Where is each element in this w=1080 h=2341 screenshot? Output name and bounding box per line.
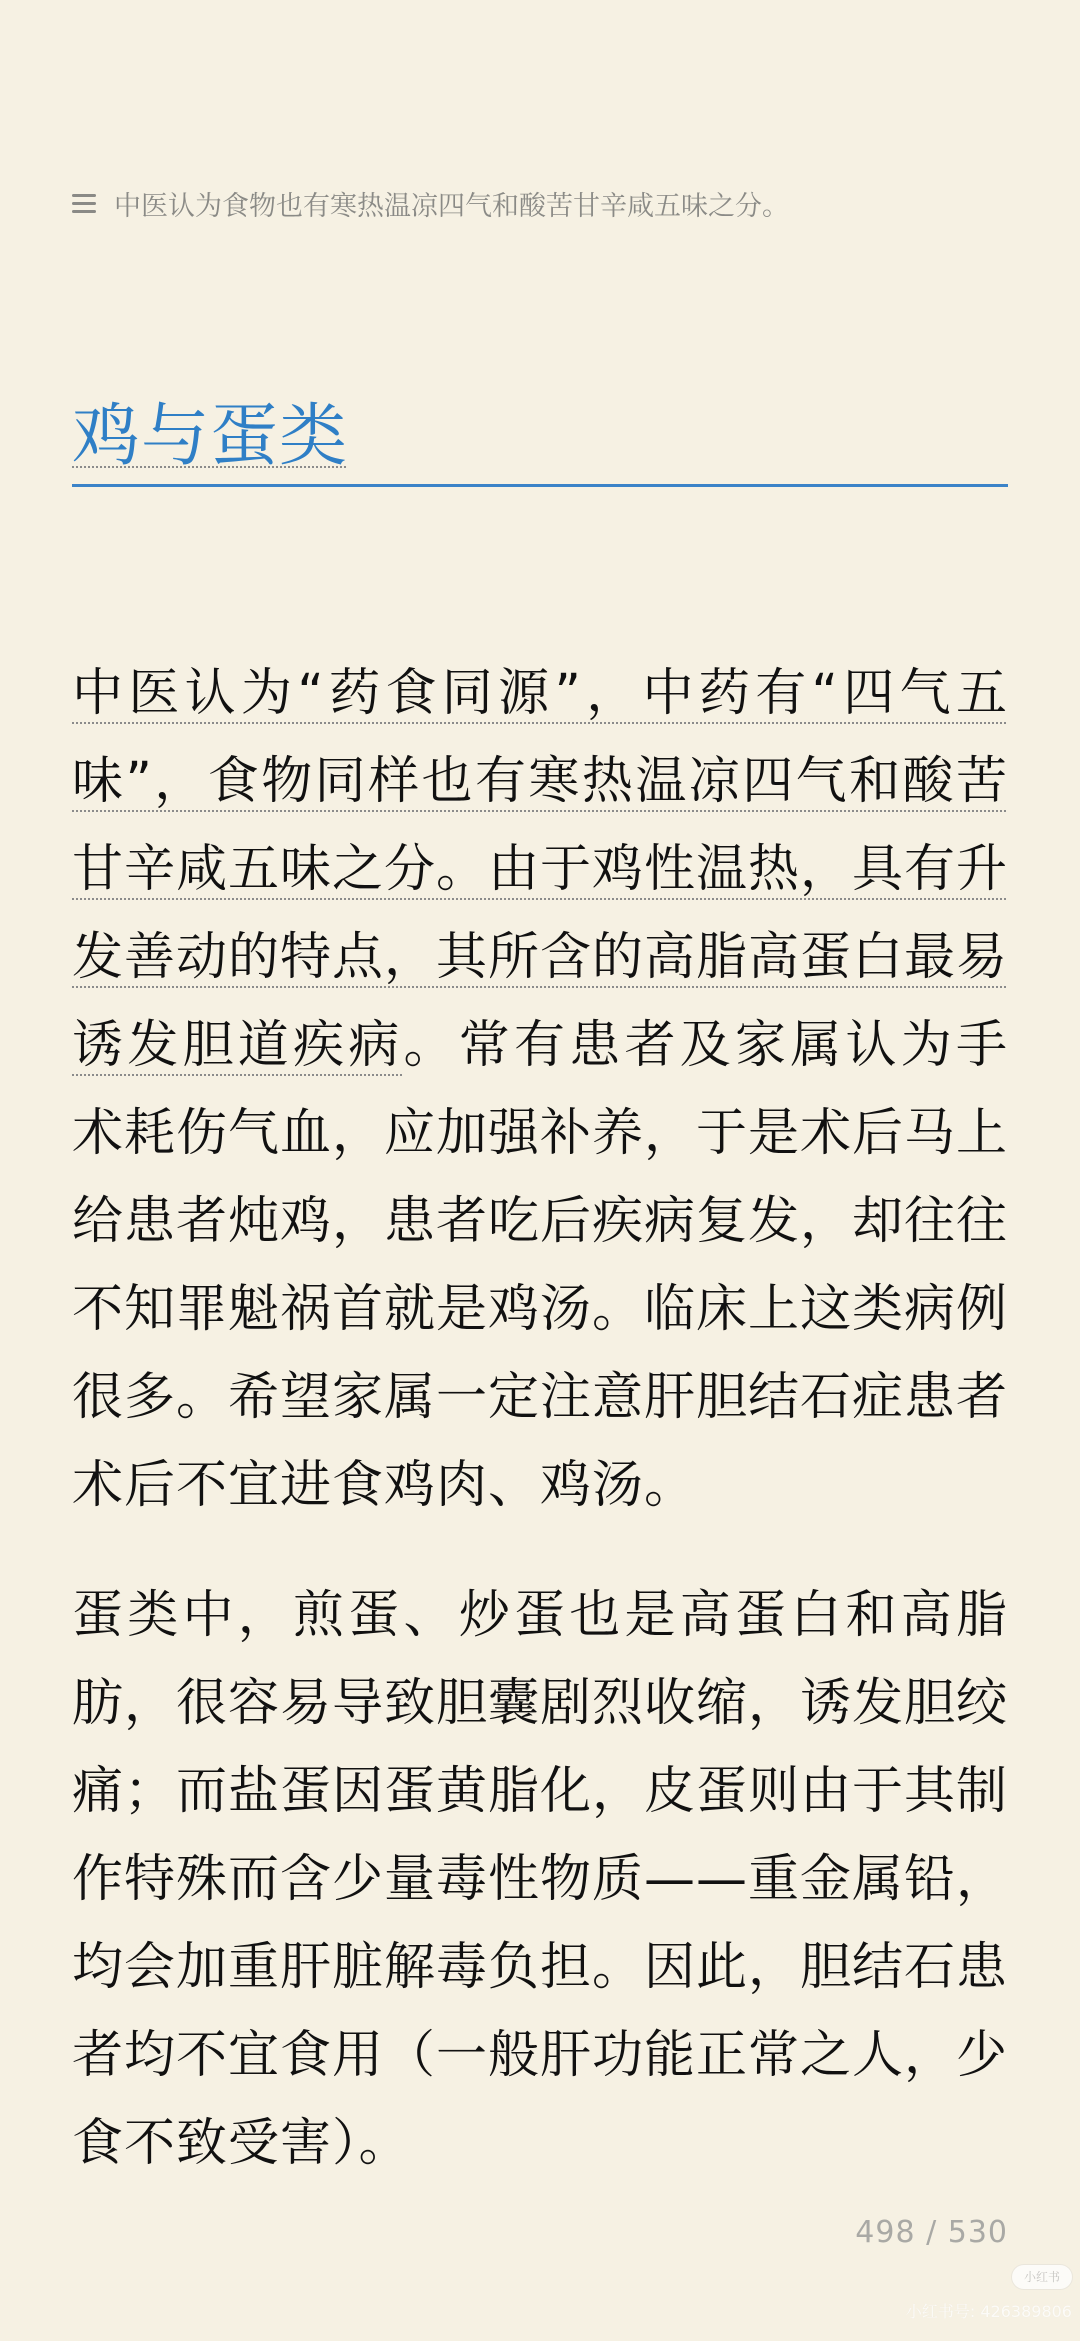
menu-icon-line <box>72 194 96 197</box>
watermark <box>906 2265 1072 2321</box>
article-content <box>72 650 1008 2188</box>
body-paragraph <box>72 1572 1008 2188</box>
body-paragraph <box>72 650 1008 1530</box>
menu-icon-line <box>72 210 96 213</box>
body-text: 蛋类中，煎蛋、炒蛋也是高蛋白和高脂肪，很容易导致胆囊剧烈收缩，诱发胆绞痛；而盐蛋因蛋黄脂化，皮蛋则由于其制作特殊而含少量毒性物质——重金属铅，均会加重肝脏解毒负担。因此，胆结石患者均不宜食用（一般肝功能正常之人，少食不致受害）。 <box>72 1586 1009 2173</box>
chapter-header-text: 中医认为食物也有寒热温凉四气和酸苦甘辛咸五味之分。 <box>114 190 789 222</box>
watermark-logo: 小红书 <box>1012 2265 1072 2289</box>
section-title: 鸡与蛋类 <box>72 397 349 476</box>
annotated-text: 中医认为“药食同源”，中药有“四气五味”，食物同样也有寒热温凉四气和酸苦甘辛咸五味之分。由于鸡性温热，具有升发善动的特点，其所含的高脂高蛋白最易诱发胆道疾病 <box>72 664 1009 1075</box>
body-text: 。常有患者及家属认为手术耗伤气血，应加强补养，于是术后马上给患者炖鸡，患者吃后疾病复发，却往往不知罪魁祸首就是鸡汤。临床上这类病例很多。希望家属一定注意肝胆结石症患者术后不宜进食鸡肉、鸡汤。 <box>72 1016 1009 1515</box>
section-title-rule <box>72 398 1008 487</box>
page-counter: 498 / 530 <box>855 2215 1008 2250</box>
chapter-header <box>72 178 1008 228</box>
menu-icon[interactable] <box>72 193 96 213</box>
menu-icon-line <box>72 202 96 205</box>
watermark-text: 小红书号: 426389806 <box>905 2302 1072 2321</box>
